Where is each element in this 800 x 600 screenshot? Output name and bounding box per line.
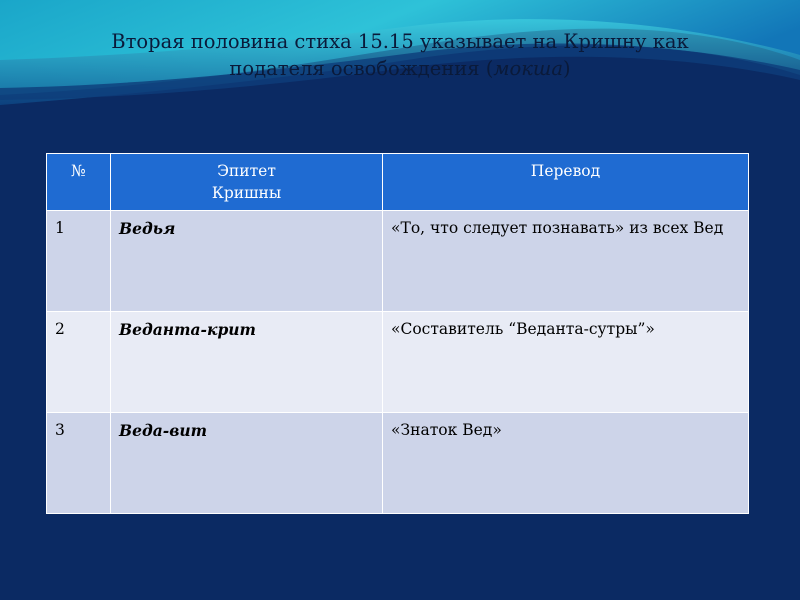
row-translation: «Знаток Вед» (383, 413, 749, 514)
title-line-2-prefix: подателя освобождения ( (229, 57, 494, 80)
title-moksha-term: мокша (493, 57, 564, 80)
table-header-row (47, 154, 749, 211)
row-translation: «Составитель “Веданта-сутры”» (383, 312, 749, 413)
header-epithet (111, 154, 383, 211)
row-number: 2 (47, 312, 111, 413)
header-epithet-line-2: Кришны (211, 184, 282, 202)
table-row (47, 211, 749, 312)
header-number: № (47, 154, 111, 211)
row-number: 3 (47, 413, 111, 514)
title-line-2-suffix: ) (563, 57, 571, 80)
slide-title (80, 28, 720, 82)
row-epithet: Ведья (111, 211, 383, 312)
table-row (47, 413, 749, 514)
epithets-table (46, 153, 749, 514)
title-line-1: Вторая половина стиха 15.15 указывает на Кришну как (111, 30, 689, 53)
row-translation: «То, что следует познавать» из всех Вед (383, 211, 749, 312)
header-epithet-line-1: Эпитет (217, 162, 276, 180)
row-number: 1 (47, 211, 111, 312)
header-translation: Перевод (383, 154, 749, 211)
row-epithet: Веданта-крит (111, 312, 383, 413)
row-epithet: Веда-вит (111, 413, 383, 514)
table-row (47, 312, 749, 413)
